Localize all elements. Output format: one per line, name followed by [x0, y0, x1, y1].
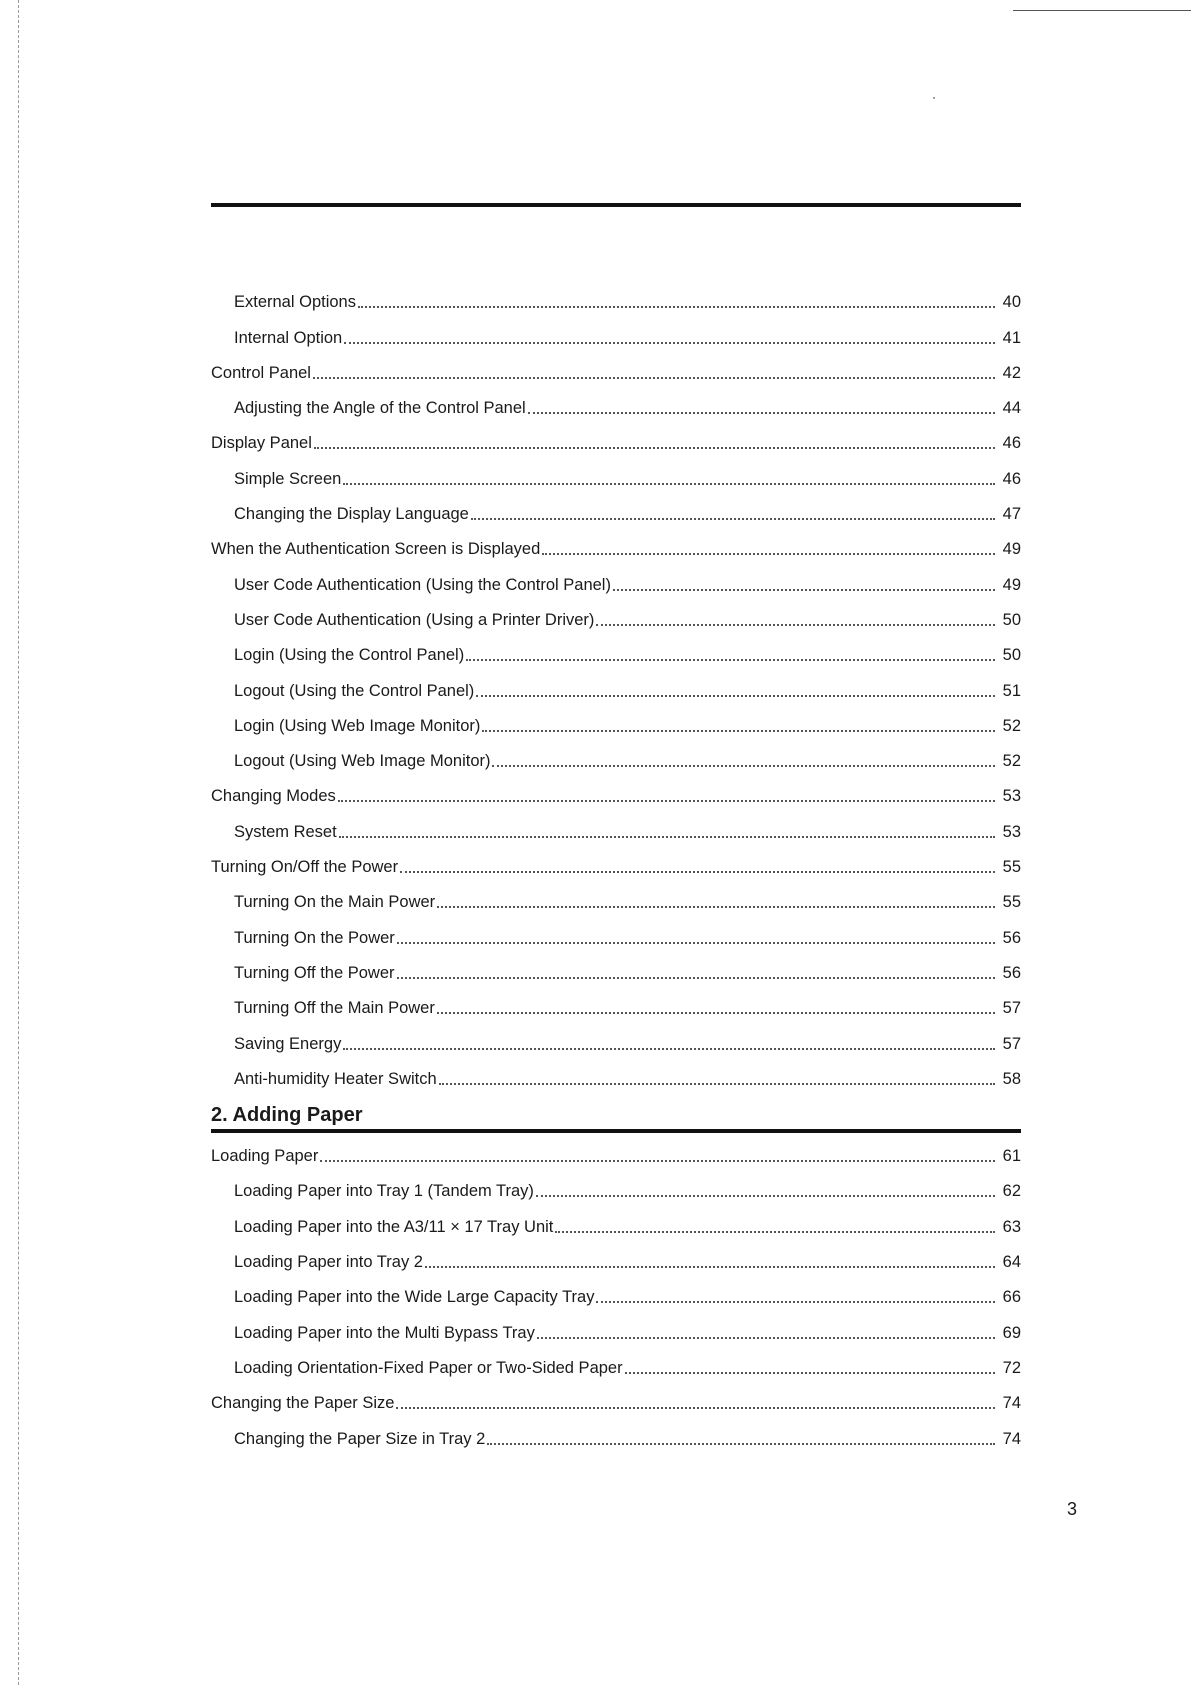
toc-entry-title: User Code Authentication (Using a Printer Driver): [234, 610, 595, 629]
toc-entry-page: 55: [1002, 858, 1021, 877]
toc-entry[interactable]: [211, 1203, 1021, 1238]
dot-leader: [492, 765, 995, 767]
dot-leader: [487, 1443, 995, 1445]
toc-entry[interactable]: [211, 455, 1021, 490]
toc-entry[interactable]: [211, 1168, 1021, 1203]
toc-entry-title: Login (Using Web Image Monitor): [234, 716, 481, 735]
toc-entry[interactable]: [211, 632, 1021, 667]
toc-entry[interactable]: [211, 279, 1021, 314]
toc-entry-page: 72: [1002, 1358, 1021, 1377]
toc-entry[interactable]: [211, 703, 1021, 738]
table-of-contents: [211, 279, 1021, 1451]
dot-leader: [397, 942, 995, 944]
dot-leader: [314, 447, 995, 449]
toc-entry[interactable]: [211, 985, 1021, 1020]
toc-entry-page: 49: [1002, 540, 1021, 559]
toc-entry-title: Logout (Using Web Image Monitor): [234, 752, 491, 771]
toc-entry[interactable]: [211, 1274, 1021, 1309]
toc-entry[interactable]: [211, 385, 1021, 420]
dot-leader: [625, 1372, 995, 1374]
dot-leader: [536, 1195, 995, 1197]
dot-leader: [396, 1407, 995, 1409]
toc-entry-page: 56: [1002, 928, 1021, 947]
toc-entry-page: 49: [1002, 575, 1021, 594]
dot-leader: [400, 871, 995, 873]
toc-section-start: [211, 279, 1021, 1091]
toc-entry[interactable]: [211, 1056, 1021, 1091]
toc-entry-page: 42: [1002, 363, 1021, 382]
toc-entry-page: 52: [1002, 752, 1021, 771]
toc-entry[interactable]: [211, 773, 1021, 808]
toc-entry-title: System Reset: [234, 822, 337, 841]
toc-entry[interactable]: [211, 561, 1021, 596]
toc-entry-title: Anti-humidity Heater Switch: [234, 1069, 437, 1088]
toc-entry-title: Changing the Paper Size in Tray 2: [234, 1429, 486, 1448]
toc-entry-page: 69: [1002, 1323, 1021, 1342]
toc-entry-page: 58: [1002, 1069, 1021, 1088]
toc-entry-page: 74: [1002, 1394, 1021, 1413]
toc-entry-page: 57: [1002, 999, 1021, 1018]
toc-entry-title: Loading Paper into the Multi Bypass Tray: [234, 1323, 535, 1342]
toc-section-adding-paper: [211, 1133, 1021, 1451]
toc-entry-title: Login (Using the Control Panel): [234, 646, 465, 665]
toc-entry-title: Loading Paper: [211, 1147, 319, 1166]
dot-leader: [425, 1266, 995, 1268]
toc-entry-title: Loading Paper into Tray 2: [234, 1253, 423, 1272]
toc-entry-title: Changing the Paper Size: [211, 1394, 395, 1413]
dot-leader: [528, 412, 995, 414]
dot-leader: [437, 906, 995, 908]
dot-leader: [439, 1083, 995, 1085]
toc-entry-page: 44: [1002, 399, 1021, 418]
toc-entry-title: Loading Orientation-Fixed Paper or Two-Sided Paper: [234, 1358, 623, 1377]
toc-entry-title: Turning Off the Main Power: [234, 999, 435, 1018]
toc-entry-title: Turning On the Power: [234, 928, 395, 947]
dot-leader: [471, 518, 995, 520]
toc-entry-page: 50: [1002, 646, 1021, 665]
toc-entry[interactable]: [211, 597, 1021, 632]
dot-leader: [344, 342, 995, 344]
toc-entry-page: 66: [1002, 1288, 1021, 1307]
toc-entry-title: Changing the Display Language: [234, 505, 469, 524]
toc-entry-title: Turning On the Main Power: [234, 893, 436, 912]
toc-entry-page: 62: [1002, 1182, 1021, 1201]
toc-entry-title: Display Panel: [211, 434, 312, 453]
toc-entry-page: 41: [1002, 328, 1021, 347]
toc-entry[interactable]: [211, 1133, 1021, 1168]
toc-entry[interactable]: [211, 808, 1021, 843]
toc-entry-title: Loading Paper into Tray 1 (Tandem Tray): [234, 1182, 534, 1201]
dot-leader: [358, 306, 995, 308]
page-number: 3: [1067, 1499, 1078, 1519]
dot-leader: [339, 836, 995, 838]
toc-entry[interactable]: [211, 667, 1021, 702]
toc-entry-title: External Options: [234, 293, 356, 312]
toc-entry[interactable]: [211, 491, 1021, 526]
toc-entry-page: 40: [1002, 293, 1021, 312]
toc-entry-title: Simple Screen: [234, 469, 342, 488]
toc-entry-title: Changing Modes: [211, 787, 336, 806]
toc-entry-title: Loading Paper into the Wide Large Capacity Tray: [234, 1288, 595, 1307]
toc-entry-page: 53: [1002, 822, 1021, 841]
toc-entry-title: Logout (Using the Control Panel): [234, 681, 475, 700]
dot-leader: [476, 695, 995, 697]
toc-entry-title: Saving Energy: [234, 1034, 342, 1053]
toc-entry[interactable]: [211, 844, 1021, 879]
toc-entry[interactable]: [211, 1020, 1021, 1055]
toc-entry[interactable]: [211, 914, 1021, 949]
dot-leader: [437, 1012, 995, 1014]
toc-entry[interactable]: [211, 950, 1021, 985]
binding-margin-line: [18, 0, 19, 1685]
toc-entry-title: Internal Option: [234, 328, 343, 347]
toc-entry-page: 51: [1002, 681, 1021, 700]
dot-leader: [555, 1231, 995, 1233]
toc-entry-page: 61: [1002, 1147, 1021, 1166]
toc-entry[interactable]: [211, 1345, 1021, 1380]
toc-entry[interactable]: [211, 526, 1021, 561]
toc-entry[interactable]: [211, 1380, 1021, 1415]
dot-leader: [596, 624, 995, 626]
toc-entry[interactable]: [211, 350, 1021, 385]
dot-leader: [613, 589, 995, 591]
toc-entry-page: 47: [1002, 505, 1021, 524]
dot-leader: [537, 1337, 995, 1339]
dot-leader: [343, 1048, 995, 1050]
toc-entry[interactable]: [211, 1415, 1021, 1450]
toc-entry[interactable]: [211, 1309, 1021, 1344]
toc-entry-title: Control Panel: [211, 363, 311, 382]
toc-entry-page: 50: [1002, 610, 1021, 629]
toc-entry[interactable]: [211, 879, 1021, 914]
toc-entry-page: 56: [1002, 963, 1021, 982]
dot-leader: [482, 730, 995, 732]
toc-entry-title: Turning On/Off the Power: [211, 858, 399, 877]
toc-entry-title: When the Authentication Screen is Displayed: [211, 540, 541, 559]
toc-entry-page: 57: [1002, 1034, 1021, 1053]
toc-entry[interactable]: [211, 738, 1021, 773]
dot-leader: [320, 1160, 995, 1162]
chapter-title: 2. Adding Paper: [211, 1103, 363, 1126]
toc-entry-page: 46: [1002, 434, 1021, 453]
toc-entry-title: Turning Off the Power: [234, 963, 395, 982]
toc-entry-page: 55: [1002, 893, 1021, 912]
toc-entry-title: Adjusting the Angle of the Control Panel: [234, 399, 526, 418]
toc-entry-page: 64: [1002, 1253, 1021, 1272]
toc-entry-title: User Code Authentication (Using the Control Panel): [234, 575, 611, 594]
dot-leader: [338, 800, 995, 802]
toc-entry-page: 52: [1002, 716, 1021, 735]
toc-entry-title: Loading Paper into the A3/11 × 17 Tray Unit: [234, 1217, 554, 1236]
toc-entry[interactable]: [211, 314, 1021, 349]
chapter-heading: [211, 1091, 1021, 1129]
toc-entry-page: 63: [1002, 1217, 1021, 1236]
toc-entry-page: 46: [1002, 469, 1021, 488]
toc-entry[interactable]: [211, 420, 1021, 455]
dot-leader: [397, 977, 996, 979]
dot-leader: [466, 659, 995, 661]
dot-leader: [542, 553, 995, 555]
dot-leader: [596, 1301, 995, 1303]
corner-rule: [1013, 10, 1191, 11]
toc-entry-page: 53: [1002, 787, 1021, 806]
dot-leader: [313, 377, 995, 379]
top-rule: [211, 203, 1021, 207]
scan-speck: [933, 97, 935, 99]
toc-entry[interactable]: [211, 1239, 1021, 1274]
dot-leader: [343, 483, 995, 485]
toc-entry-page: 74: [1002, 1429, 1021, 1448]
